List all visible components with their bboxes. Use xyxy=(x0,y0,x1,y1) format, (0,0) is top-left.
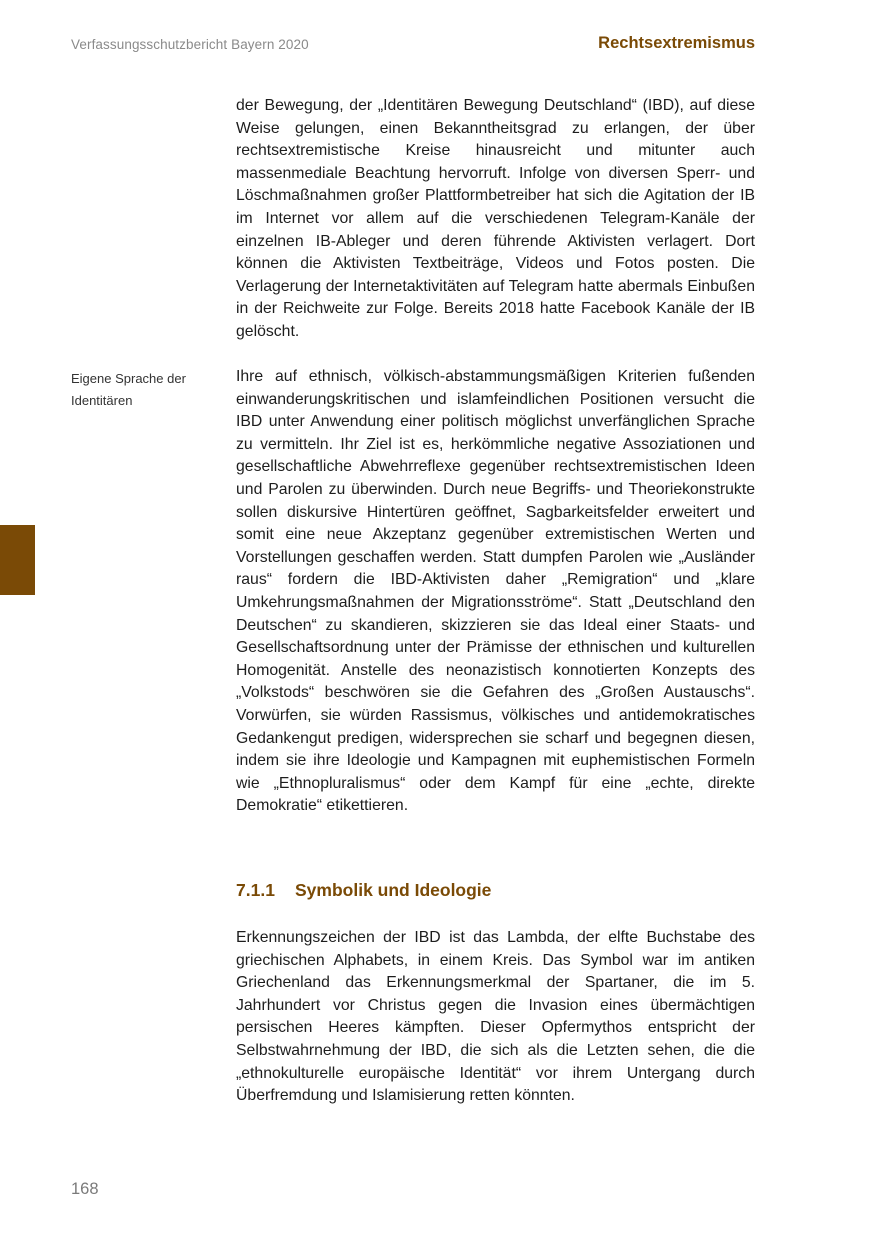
running-header-publication: Verfassungsschutzbericht Bayern 2020 xyxy=(71,37,309,52)
margin-note: Eigene Sprache der Identitären xyxy=(71,371,186,408)
chapter-thumb-tab xyxy=(0,525,35,595)
body-paragraph: Ihre auf ethnisch, völkisch-abstammungsmäßigen Kriterien fußenden einwanderungskritischen und islamfeindlichen Positionen versucht die IBD unter Anwendung einer politisch möglichst unverfänglichen Sprache zu vermitteln. Ihr Ziel ist es, herkömmliche negative Assoziationen und gesellschaftliche Abwehrreflexe gegenüber rechtsextremistischen Ideen und Parolen zu überwinden. Durch neue Begriffs- und Theoriekonstrukte sollen diskursive Hintertüren geöffnet, Sagbarkeitsfelder erweitert und somit eine neue Akzeptanz gegenüber extremistischen Werten und Vorstellungen geschaffen werden. Statt dumpfen Parolen wie „Ausländer raus“ fordern die IBD-Aktivisten daher „Remigration“ und „klare Umkehrungsmaßnahmen der Migrationsströme“. Statt „Deutschland den Deutschen“ zu skandieren, skizzieren sie das Ideal einer Staats- und Gesellschaftsordnung unter der Prämisse der ethnischen und kulturellen Homogenität. Anstelle des neonazistisch konnotierten Konzepts des „Volkstods“ beschwören sie die Gefahren des „Großen Austauschs“. Vorwürfen, sie würden Rassismus, völkisches und antidemokratisches Gedankengut predigen, widersprechen sie scharf und begegnen diesen, indem sie ihre Ideologie und Kampagnen mit euphemistischen Formeln wie „Ethnopluralismus“ oder dem Kampf für eine „echte, direkte Demokratie“ etikettieren. xyxy=(236,368,755,815)
body-paragraph: der Bewegung, der „Identitären Bewegung Deutschland“ (IBD), auf diese Weise gelungen, einen Bekanntheitsgrad zu erlangen, der über rechtsextremistische Kreise hinausreicht und mitunter auch massenmediale Beachtung hervorruft. Infolge von diversen Sperr- und Löschmaßnahmen großer Plattformbetreiber hat sich die Agitation der IB im Internet vor allem auf die verschiedenen Telegram-Kanäle der einzelnen IB-Ableger und deren führende Aktivisten verlagert. Dort können die Aktivisten Textbeiträge, Videos und Fotos posten. Die Verlagerung der Internetaktivitäten auf Telegram hatte abermals Einbußen in der Reichweite zur Folge. Bereits 2018 hatte Facebook Kanäle der IB gelöscht. xyxy=(236,97,755,340)
page-number: 168 xyxy=(71,1180,99,1198)
section-heading xyxy=(236,880,491,901)
running-header-chapter: Rechtsextremismus xyxy=(598,34,755,52)
body-paragraph: Erkennungszeichen der IBD ist das Lambda, der elfte Buchstabe des griechischen Alphabets, in einem Kreis. Das Symbol war im antiken Griechenland das Erkennungsmerkmal der Spartaner, die im 5. Jahrhundert vor Christus gegen die Invasion eines übermächtigen persischen Heeres kämpften. Dieser Opfermythos entspricht der Selbstwahrnehmung der IBD, die sich als die Letzten sehen, die die „ethnokulturelle europäische Identität“ vor ihrem Untergang durch Überfremdung und Islamisierung retten könnten. xyxy=(236,929,755,1105)
section-title: Symbolik und Ideologie xyxy=(295,880,492,900)
section-number: 7.1.1 xyxy=(236,880,275,900)
